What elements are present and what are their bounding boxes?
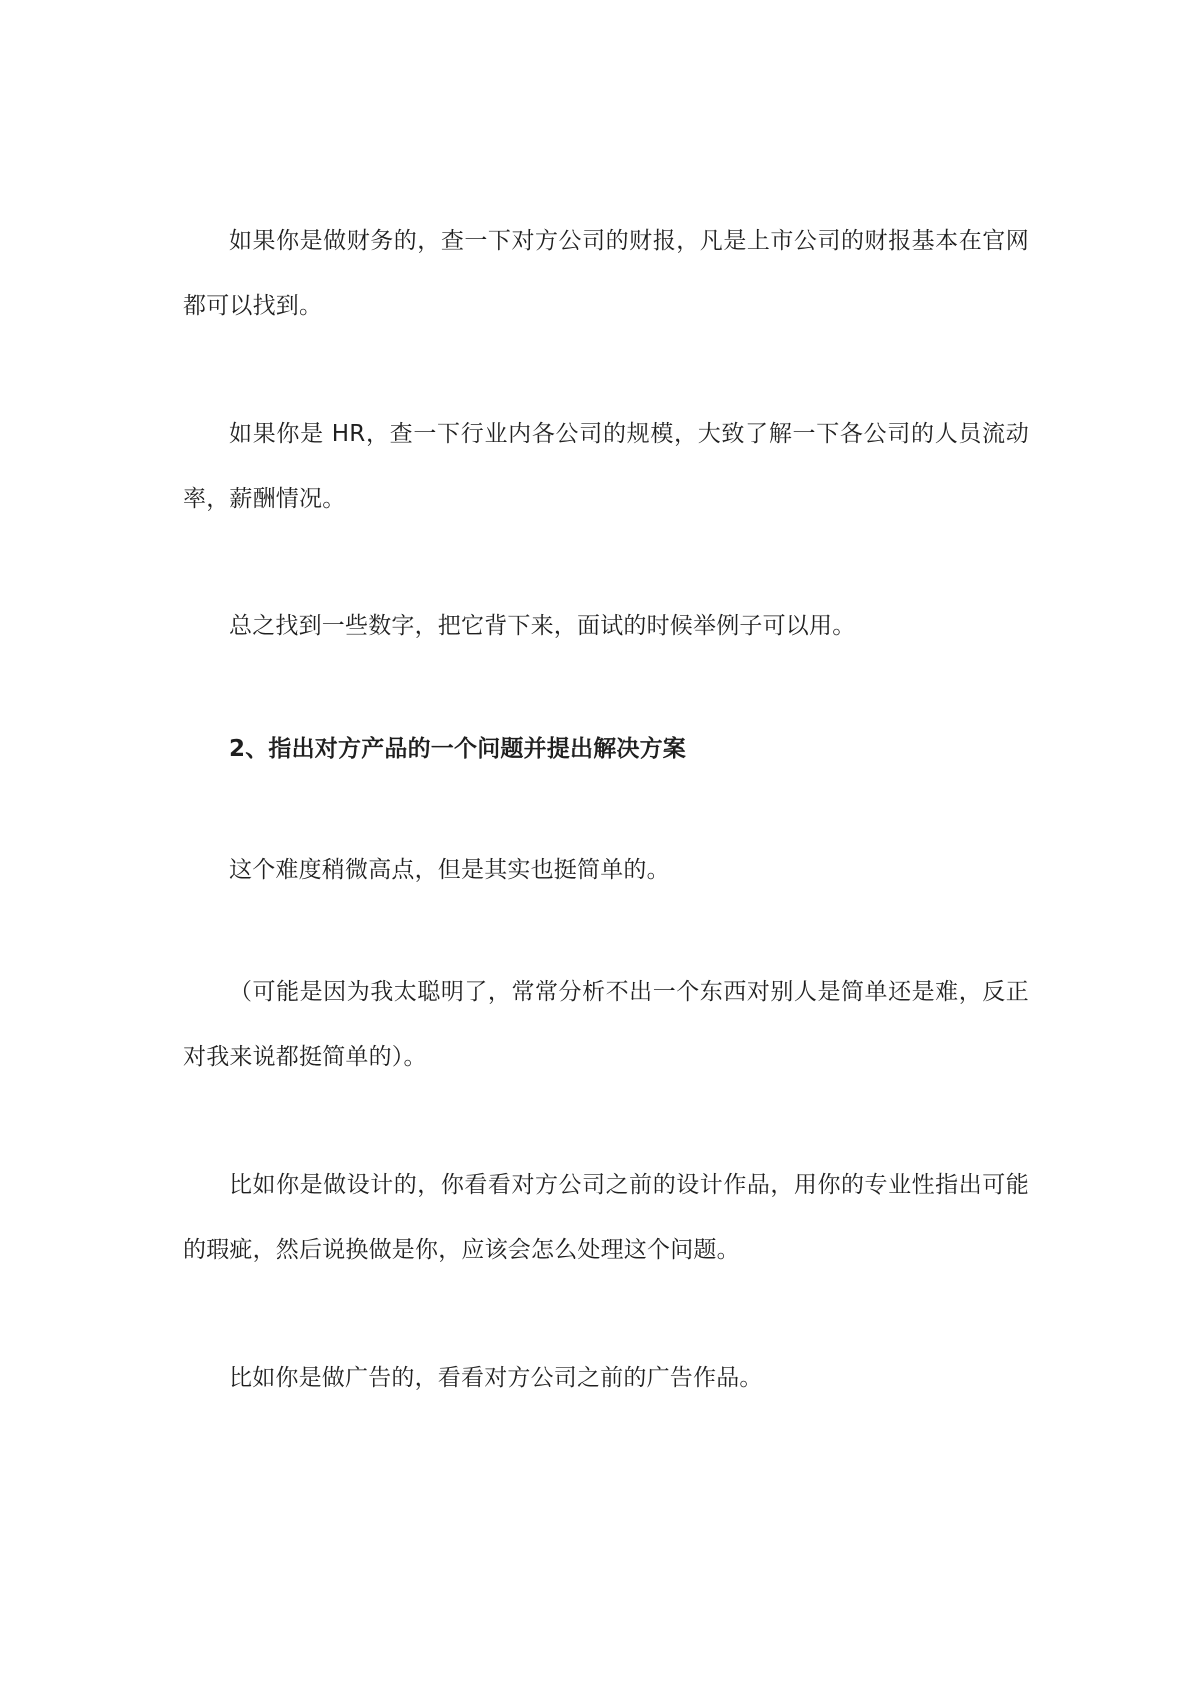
paragraph-summary: 总之找到一些数字，把它背下来，面试的时候举例子可以用。 <box>229 613 856 639</box>
paragraph-advertising: 比如你是做广告的，看看对方公司之前的广告作品。 <box>229 1365 763 1391</box>
paragraph-hr: 如果你是 HR，查一下行业内各公司的规模，大致了解一下各公司的人员流动率，薪酬情况。 <box>183 421 1029 512</box>
paragraph-finance: 如果你是做财务的，查一下对方公司的财报，凡是上市公司的财报基本在官网都可以找到。 <box>183 228 1029 319</box>
paragraph-aside: （可能是因为我太聪明了，常常分析不出一个东西对别人是简单还是难，反正对我来说都挺简单的）。 <box>183 979 1029 1070</box>
paragraph-design: 比如你是做设计的，你看看对方公司之前的设计作品，用你的专业性指出可能的瑕疵，然后说换做是你，应该会怎么处理这个问题。 <box>183 1172 1029 1263</box>
paragraph-difficulty: 这个难度稍微高点，但是其实也挺简单的。 <box>229 857 670 883</box>
section-heading: 2、指出对方产品的一个问题并提出解决方案 <box>229 736 687 762</box>
